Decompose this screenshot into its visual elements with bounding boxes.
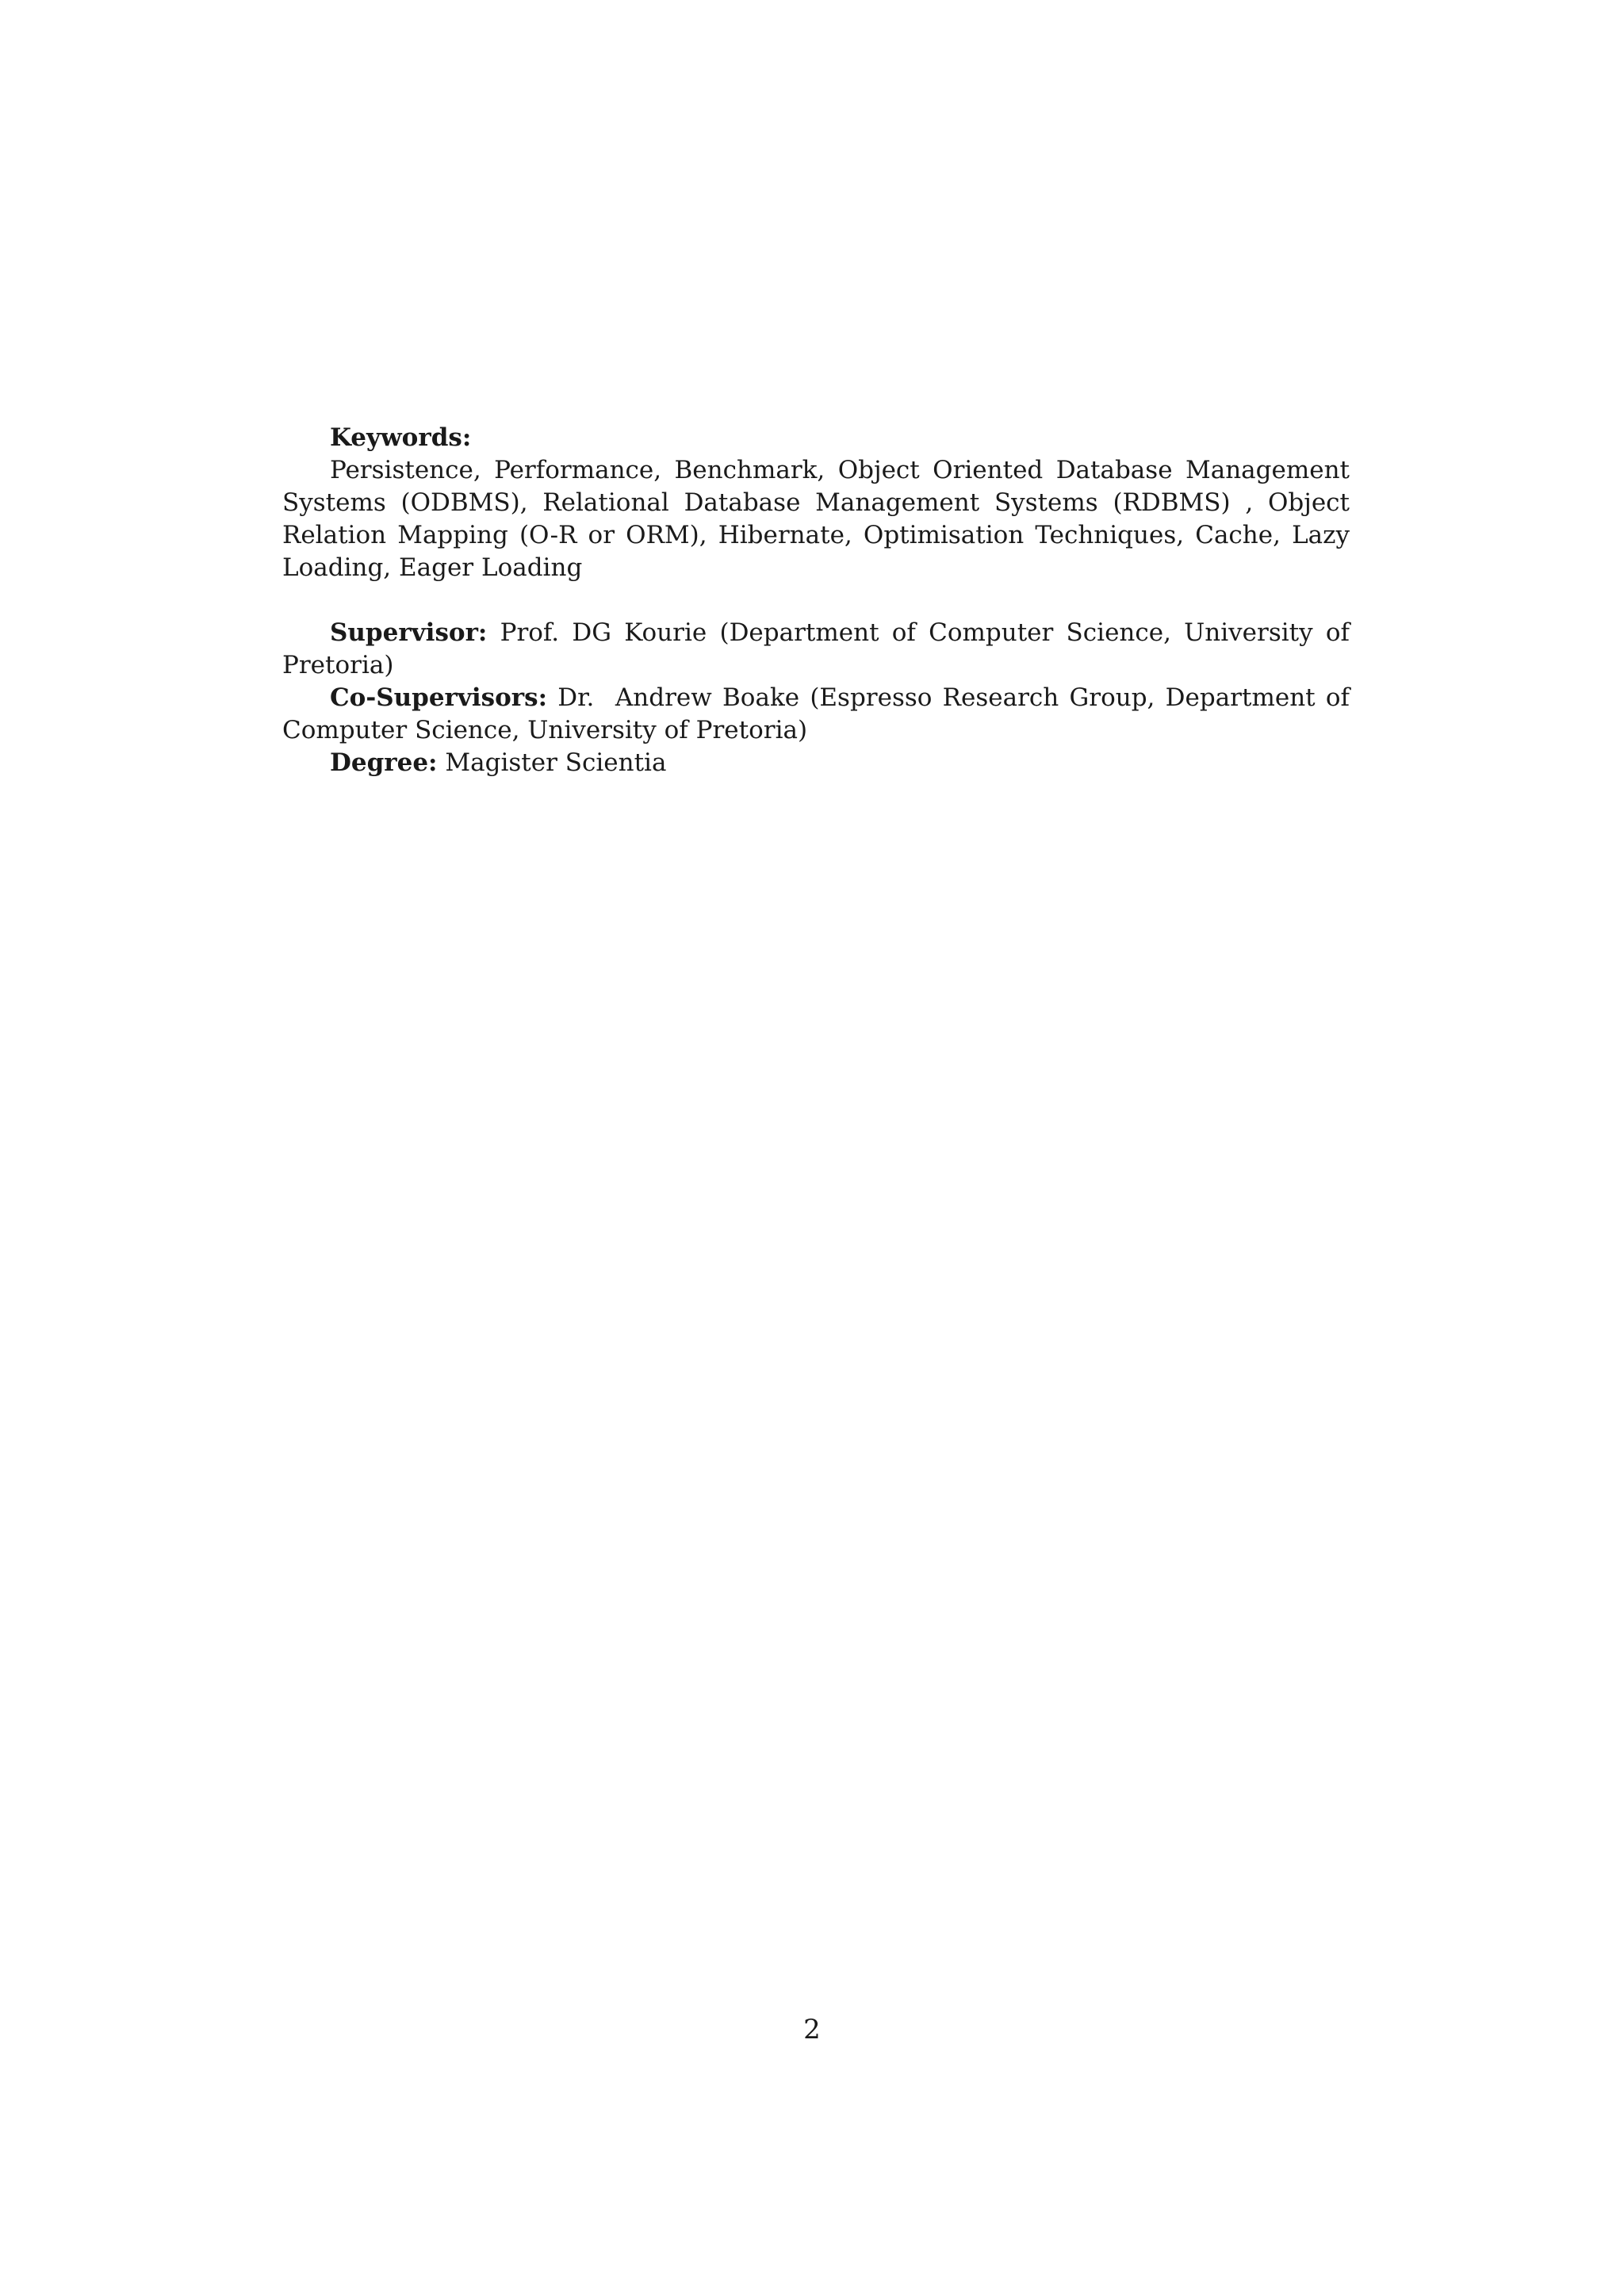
co-supervisors-value: Dr. Andrew Boake (Espresso Research Group, Department of Computer Science, University of Pretoria) xyxy=(282,683,1358,744)
co-supervisors-label: Co-Supervisors: xyxy=(330,683,548,712)
degree-line xyxy=(282,747,1350,779)
degree-label: Degree: xyxy=(330,748,438,777)
keywords-heading xyxy=(282,422,1350,454)
co-supervisors-line xyxy=(282,682,1358,747)
keywords-heading-label: Keywords: xyxy=(330,423,472,452)
keywords-text: Persistence, Performance, Benchmark, Object Oriented Database Management Systems (ODBMS), Relational Database Management Systems (RDBMS) , Object Relation Mapping (O-R or ORM), Hibernate, Optimisation Techniques, Cache, Lazy Loading, Eager Loading xyxy=(282,456,1350,582)
supervisor-line xyxy=(282,617,1350,682)
degree-value: Magister Scientia xyxy=(445,748,667,777)
spacer xyxy=(282,584,1350,617)
supervisor-label: Supervisor: xyxy=(330,618,488,647)
supervisor-value: Prof. DG Kourie (Department of Computer Science, University of Pretoria) xyxy=(282,618,1350,679)
document-body xyxy=(282,422,1358,779)
page-number: 2 xyxy=(803,2014,821,2045)
